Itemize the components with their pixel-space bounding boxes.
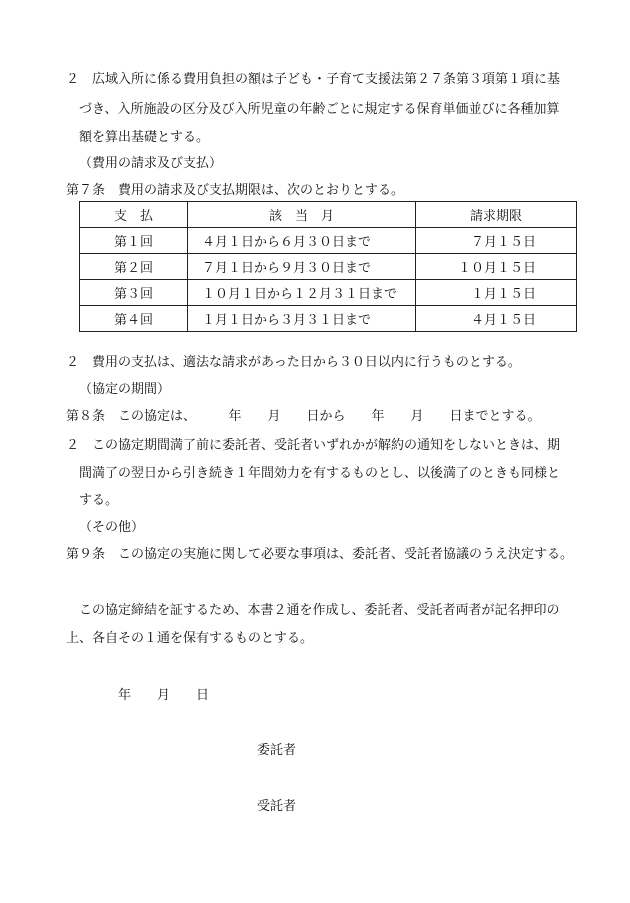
payment-schedule-table [79, 201, 577, 332]
article-8-p2-line-2: 間満了の翌日から引き続き１年間効力を有するものとし、以後満了のときも同様と [79, 466, 561, 481]
header-period: 該 当 月 [188, 202, 416, 228]
period-cell: １月１日から３月３１日まで [188, 306, 416, 332]
article-9-heading: （その他） [79, 520, 145, 535]
article-6-p2-line-1: ２ 広域入所に係る費用負担の額は子ども・子育て支援法第２７条第３項第１項に基 [66, 72, 561, 87]
payment-cell: 第１回 [80, 228, 188, 254]
article-9-text: 第９条 この協定の実施に関して必要な事項は、委託者、受託者協議のうえ決定する。 [66, 547, 574, 562]
closing-line-2: 上、各自その１通を保有するものとする。 [66, 631, 314, 646]
article-7-heading: （費用の請求及び支払） [79, 156, 223, 171]
article-8-text: 第８条 この協定は、 年 月 日から 年 月 日までとする。 [66, 409, 541, 424]
table-header-row [80, 202, 577, 228]
deadline-cell: １月１５日 [416, 280, 577, 306]
header-deadline: 請求期限 [416, 202, 577, 228]
article-8-p2-line-1: ２ この協定期間満了前に委託者、受託者いずれかが解約の通知をしないときは、期 [66, 438, 561, 453]
table-row [80, 306, 577, 332]
period-cell: ４月１日から６月３０日まで [188, 228, 416, 254]
consignee-label: 受託者 [257, 799, 297, 814]
payment-cell: 第２回 [80, 254, 188, 280]
period-cell: ７月１日から９月３０日まで [188, 254, 416, 280]
article-7-text: 第７条 費用の請求及び支払期限は、次のとおりとする。 [66, 183, 405, 198]
closing-line-1: この協定締結を証するため、本書２通を作成し、委託者、受託者両者が記名押印の [79, 603, 560, 618]
period-cell: １０月１日から１２月３１日まで [188, 280, 416, 306]
payment-cell: 第４回 [80, 306, 188, 332]
table-row [80, 254, 577, 280]
payment-cell: 第３回 [80, 280, 188, 306]
deadline-cell: ７月１５日 [416, 228, 577, 254]
article-8-p2-line-3: する。 [79, 493, 119, 508]
deadline-cell: １０月１５日 [416, 254, 577, 280]
article-8-heading: （協定の期間） [79, 382, 171, 397]
signing-date: 年 月 日 [118, 688, 210, 703]
consignor-label: 委託者 [257, 743, 297, 758]
article-7-paragraph-2: ２ 費用の支払は、適法な請求があった日から３０日以内に行うものとする。 [66, 355, 521, 370]
table-row [80, 228, 577, 254]
table-row [80, 280, 577, 306]
deadline-cell: ４月１５日 [416, 306, 577, 332]
article-6-p2-line-3: 額を算出基礎とする。 [79, 130, 210, 145]
article-6-p2-line-2: づき、入所施設の区分及び入所児童の年齢ごとに規定する保育単価並びに各種加算 [79, 102, 560, 117]
header-payment: 支 払 [80, 202, 188, 228]
